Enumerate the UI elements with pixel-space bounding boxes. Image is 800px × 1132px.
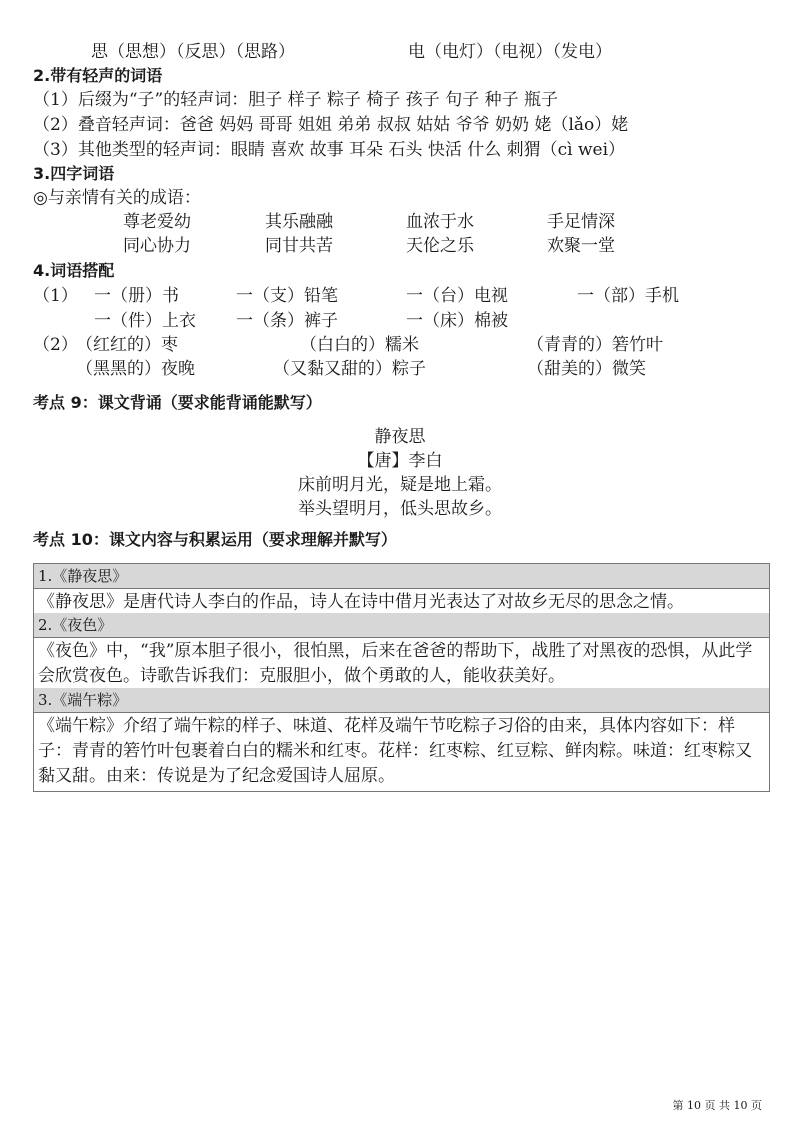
poem-title: 静夜思 [374, 427, 426, 447]
polyphone-si: 思（思想）（反思）（思路） [91, 42, 295, 62]
idiom-item: 同甘共苦 [265, 236, 333, 256]
poem-line-1: 床前明月光，疑是地上霜。 [298, 475, 502, 495]
measure-word-item: 一（支）铅笔 [236, 286, 338, 306]
page-number: 第 10 页 共 10 页 [672, 1099, 762, 1112]
measure-word-item: 一（件）上衣 [94, 311, 196, 331]
section-4-title: 4.词语搭配 [33, 261, 115, 280]
section-3-title: 3.四字词语 [33, 164, 115, 183]
adjective-phrase-item: （又黏又甜的）粽子 [273, 359, 426, 379]
review-heading: 2.《夜色》 [34, 613, 769, 638]
idiom-item: 手足情深 [547, 212, 615, 232]
neutral-tone-line-3: （3）其他类型的轻声词：眼睛 喜欢 故事 耳朵 石头 快活 什么 刺猬（cì wei） [33, 140, 626, 160]
review-body: 《静夜思》是唐代诗人李白的作品，诗人在诗中借月光表达了对故乡无尽的思念之情。 [34, 589, 769, 617]
idiom-item: 天伦之乐 [406, 236, 474, 256]
adjective-phrase-item: （青青的）箬竹叶 [527, 335, 663, 355]
collocation-label-2: （2） [33, 335, 78, 355]
review-block-1 [33, 563, 770, 618]
idiom-subheading: ◎与亲情有关的成语： [33, 188, 201, 208]
idiom-item: 欢聚一堂 [547, 236, 615, 256]
adjective-phrase-item: （甜美的）微笑 [527, 359, 646, 379]
review-heading: 1.《静夜思》 [34, 564, 769, 589]
neutral-tone-line-1: （1）后缀为“子”的轻声词：胆子 样子 粽子 椅子 孩子 句子 种子 瓶子 [33, 90, 559, 110]
measure-word-item: 一（条）裤子 [236, 311, 338, 331]
measure-word-item: 一（册）书 [94, 286, 179, 306]
measure-word-item: 一（部）手机 [577, 286, 679, 306]
measure-word-item: 一（床）棉被 [406, 311, 508, 331]
review-block-2 [33, 613, 770, 692]
adjective-phrase-item: （黑黑的）夜晚 [76, 359, 195, 379]
review-body: 《夜色》中，“我”原本胆子很小，很怕黑，后来在爸爸的帮助下，战胜了对黑夜的恐惧，从此学会欣赏夜色。诗歌告诉我们：克服胆小，做个勇敢的人，能收获美好。 [34, 638, 769, 691]
adjective-phrase-item: （红红的）枣 [76, 335, 178, 355]
review-body: 《端午粽》介绍了端午粽的样子、味道、花样及端午节吃粽子习俗的由来，具体内容如下：样子：青青的箬竹叶包裹着白白的糯米和红枣。花样：红枣粽、红豆粽、鲜肉粽。味道：红枣粽又黏又甜。由来：传说是为了纪念爱国诗人屈原。 [34, 713, 769, 791]
poem-author: 【唐】李白 [357, 451, 443, 471]
idiom-item: 尊老爱幼 [123, 212, 191, 232]
key-point-9-title: 考点 9：课文背诵（要求能背诵能默写） [33, 393, 322, 412]
measure-word-item: 一（台）电视 [406, 286, 508, 306]
polyphone-dian: 电（电灯）（电视）（发电） [408, 42, 612, 62]
review-block-3 [33, 688, 770, 792]
collocation-label-1: （1） [33, 286, 78, 306]
review-heading: 3.《端午粽》 [34, 688, 769, 713]
idiom-item: 其乐融融 [265, 212, 333, 232]
idiom-item: 同心协力 [123, 236, 191, 256]
idiom-item: 血浓于水 [406, 212, 474, 232]
key-point-10-title: 考点 10：课文内容与积累运用（要求理解并默写） [33, 530, 397, 549]
section-2-title: 2.带有轻声的词语 [33, 66, 163, 85]
neutral-tone-line-2: （2）叠音轻声词：爸爸 妈妈 哥哥 姐姐 弟弟 叔叔 姑姑 爷爷 奶奶 姥（lǎo）姥 [33, 115, 629, 135]
adjective-phrase-item: （白白的）糯米 [300, 335, 419, 355]
poem-line-2: 举头望明月，低头思故乡。 [298, 499, 502, 519]
